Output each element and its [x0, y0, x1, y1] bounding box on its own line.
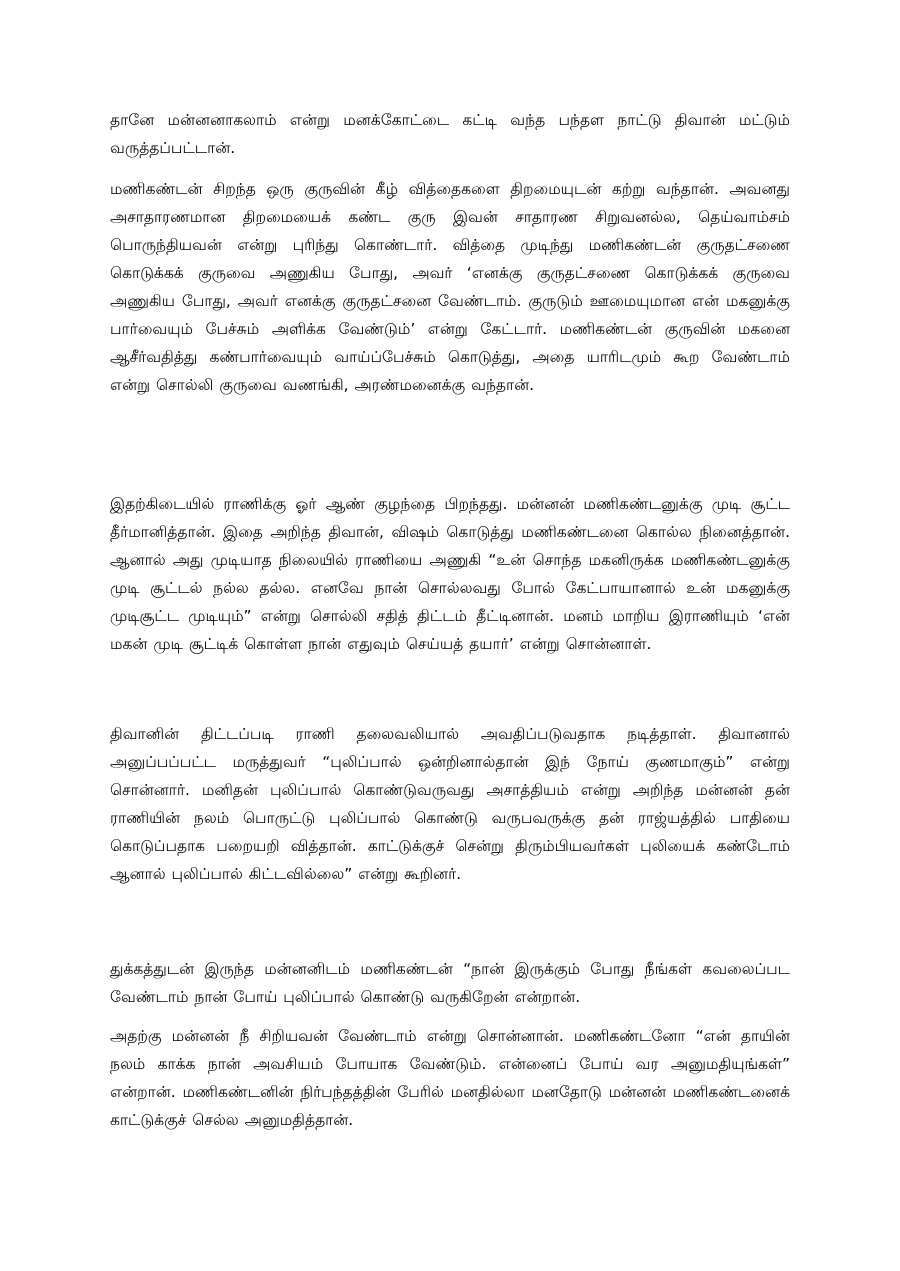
paragraph-5: துக்கத்துடன் இருந்த மன்னனிடம் மணிகண்டன் “நான் இருக்கும் போது நீங்கள் கவலைப்பட வேண்டாம் நான் போய் புலிப்பால் கொண்டு வருகிறேன் என்றான். [110, 960, 790, 1006]
paragraph-2: மணிகண்டன் சிறந்த ஒரு குருவின் கீழ் வித்தைகளை திறமையுடன் கற்று வந்தான். அவனது அசாதாரணமான திறமையைக் கண்ட குரு இவன் சாதாரண சிறுவனல்ல, தெய்வாம்சம் பொருந்தியவன் என்று புரிந்து கொண்டார். வித்தை முடிந்து மணிகண்டன் குருதட்சணை கொடுக்கக் குருவை அணுகிய போது, அவர் ‘எனக்கு குருதட்சணை கொடுக்கக் குருவை அணுகிய போது, அவர் எனக்கு குருதட்சனை வேண்டாம். குருடும் ஊமையுமான என் மகனுக்கு பார்வையும் பேச்சும் அளிக்க வேண்டும்’ என்று கேட்டார். மணிகண்டன் குருவின் மகனை ஆசீர்வதித்து கண்பார்வையும் வாய்ப்பேச்சும் கொடுத்து, அதை யாரிடமும் கூற வேண்டாம் என்று சொல்லி குருவை வணங்கி, அரண்மனைக்கு வந்தான். [110, 180, 790, 394]
paragraph-1: தானே மன்னனாகலாம் என்று மனக்கோட்டை கட்டி வந்த பந்தள நாட்டு திவான் மட்டும் வருத்தப்பட்டான். [110, 111, 790, 157]
paragraph-4: திவானின் திட்டப்படி ராணி தலைவலியால் அவதிப்படுவதாக நடித்தாள். திவானால் அனுப்பப்பட்ட மருத்துவர் “புலிப்பால் ஒன்றினால்தான் இந் நோய் குணமாகும்” என்று சொன்னார். மனிதன் புலிப்பால் கொண்டுவருவது அசாத்தியம் என்று அறிந்த மன்னன் தன் ராணியின் நலம் பொருட்டு புலிப்பால் கொண்டு வருபவருக்கு தன் ராஜ்யத்தில் பாதியை கொடுப்பதாக பறையறி வித்தான். காட்டுக்குச் சென்று திரும்பியவர்கள் புலியைக் கண்டோம் ஆனால் புலிப்பால் கிட்டவில்லை” என்று கூறினர். [110, 725, 790, 883]
paragraph-6: அதற்கு மன்னன் நீ சிறியவன் வேண்டாம் என்று சொன்னான். மணிகண்டனோ “என் தாயின் நலம் காக்க நான் அவசியம் போயாக வேண்டும். என்னைப் போய் வர அனுமதியுங்கள்” என்றான். மணிகண்டனின் நிர்பந்தத்தின் பேரில் மனதில்லா மனதோடு மன்னன் மணிகண்டனைக் காட்டுக்குச் செல்ல அனுமதித்தான். [110, 1027, 790, 1129]
paragraph-3: இதற்கிடையில் ராணிக்கு ஓர் ஆண் குழந்தை பிறந்தது. மன்னன் மணிகண்டனுக்கு முடி சூட்ட தீர்மானித்தான். இதை அறிந்த திவான், விஷம் கொடுத்து மணிகண்டனை கொல்ல நினைத்தான். ஆனால் அது முடியாத நிலையில் ராணியை அணுகி “உன் சொந்த மகனிருக்க மணிகண்டனுக்கு முடி சூட்டல் நல்ல தல்ல. எனவே நான் சொல்லவது போல் கேட்பாயானால் உன் மகனுக்கு முடிசூட்ட முடியும்” என்று சொல்லி சதித் திட்டம் தீட்டினான். மனம் மாறிய இராணியும் ‘என் மகன் முடி சூட்டிக் கொள்ள நான் எதுவும் செய்யத் தயார்’ என்று சொன்னாள். [110, 495, 790, 653]
